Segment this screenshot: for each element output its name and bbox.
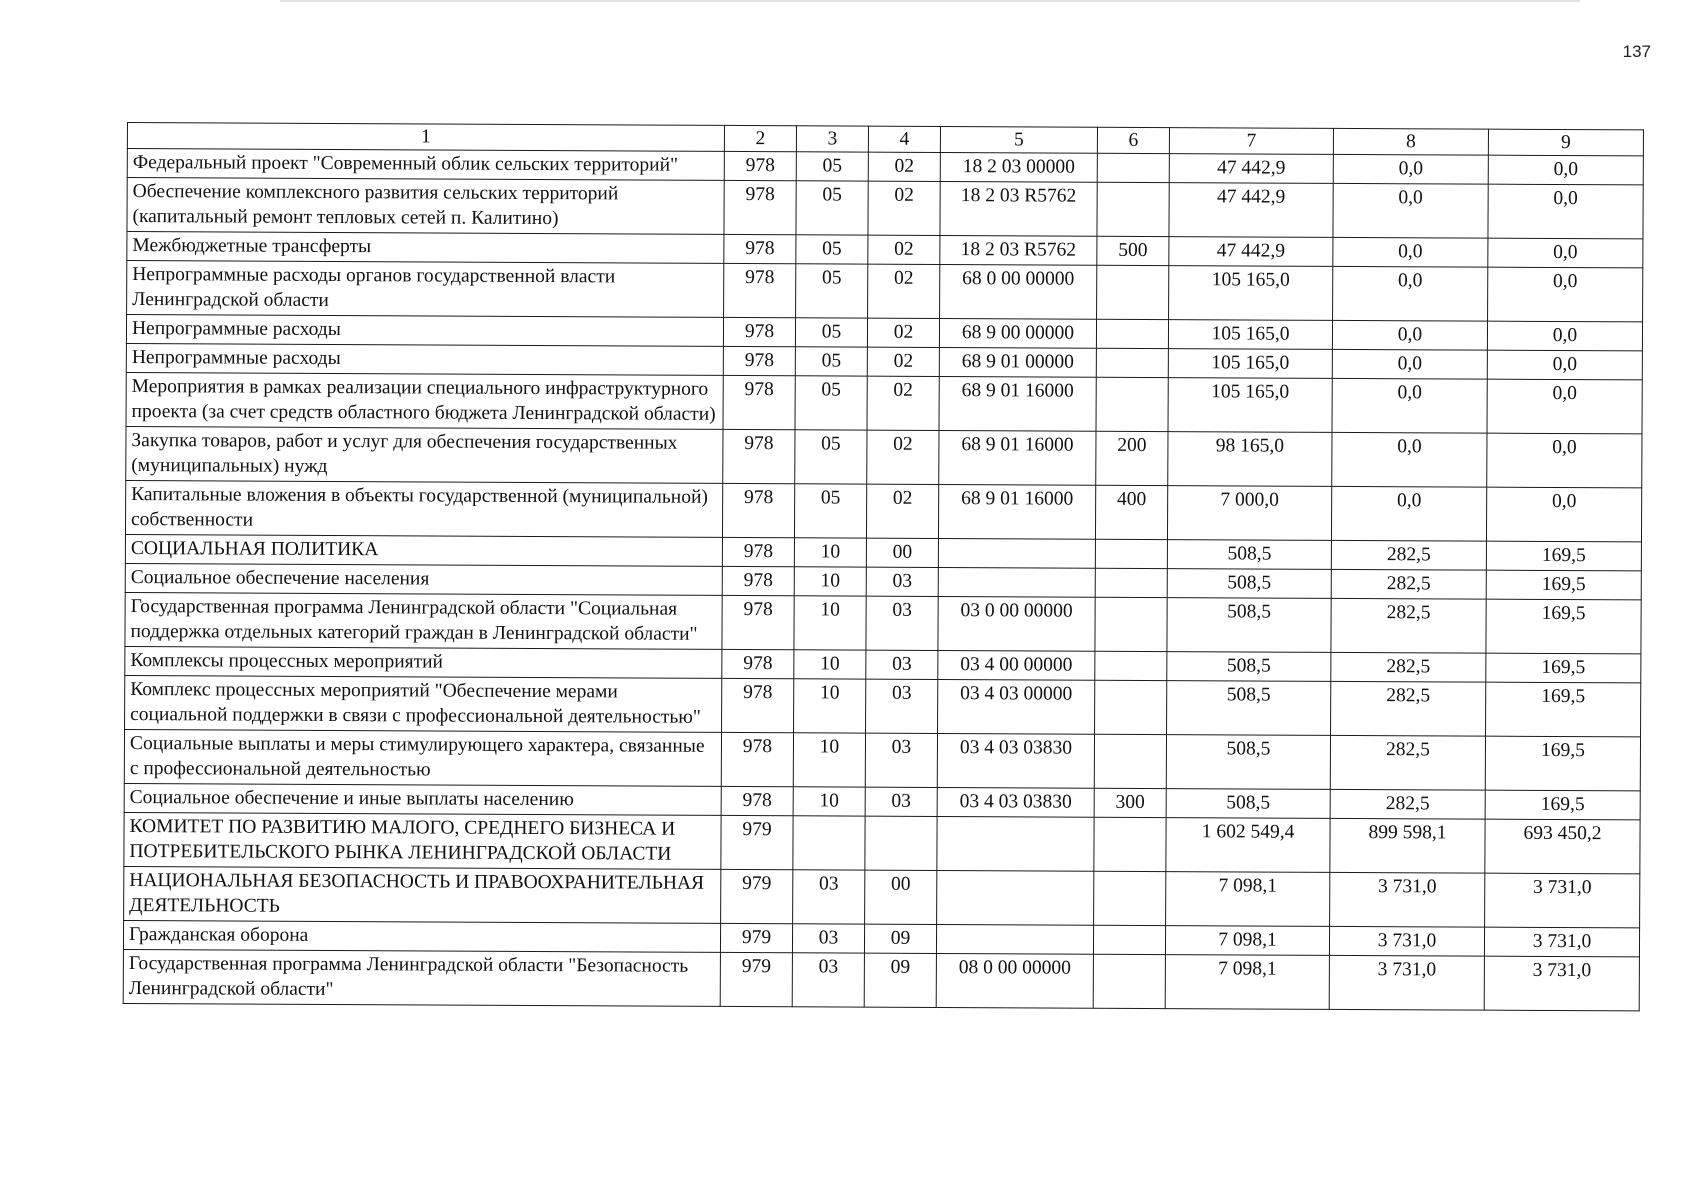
- row-subsection-code: 03: [866, 596, 938, 650]
- header-col-7: 7: [1169, 128, 1333, 155]
- row-amount-col8: 3 731,0: [1330, 872, 1485, 927]
- row-name: Социальное обеспечение и иные выплаты населению: [124, 783, 721, 815]
- row-amount-col8: 0,0: [1332, 320, 1487, 350]
- row-subsection-code: 03: [866, 679, 938, 733]
- row-name: Комплекс процессных мероприятий "Обеспечение мерами социальной поддержки в связи с профессиональной деятельностью": [125, 675, 722, 732]
- row-expense-type: [1096, 377, 1168, 431]
- row-amount-col8: 0,0: [1333, 237, 1488, 267]
- row-target-article: 68 9 00 00000: [939, 318, 1096, 348]
- row-target-article: 68 9 01 00000: [939, 347, 1096, 377]
- row-ministry-code: 978: [723, 346, 795, 375]
- table-row: [127, 261, 1643, 322]
- row-amount-col7: 105 165,0: [1168, 320, 1332, 350]
- row-name: Комплексы процессных мероприятий: [125, 646, 722, 678]
- row-expense-type: [1095, 539, 1167, 568]
- row-amount-col7: 105 165,0: [1169, 266, 1333, 321]
- page-number: 137: [1622, 42, 1651, 61]
- row-amount-col8: 0,0: [1333, 183, 1488, 238]
- row-amount-col8: 282,5: [1330, 735, 1485, 790]
- row-section-code: 05: [794, 484, 866, 538]
- row-name: НАЦИОНАЛЬНАЯ БЕЗОПАСНОСТЬ И ПРАВООХРАНИТЕЛЬНАЯ ДЕЯТЕЛЬНОСТЬ: [124, 866, 721, 923]
- row-expense-type: [1093, 954, 1165, 1008]
- row-section-code: 10: [794, 567, 866, 596]
- row-ministry-code: 978: [721, 786, 793, 815]
- row-ministry-code: 978: [722, 566, 794, 595]
- row-section-code: 10: [794, 538, 866, 567]
- row-amount-col7: 7 098,1: [1166, 872, 1330, 927]
- row-section-code: 05: [796, 235, 868, 264]
- row-amount-col9: 169,5: [1486, 570, 1641, 600]
- row-target-article: 68 9 01 16000: [939, 430, 1096, 485]
- row-amount-col8: 0,0: [1333, 154, 1488, 184]
- row-target-article: 68 9 01 16000: [938, 484, 1095, 539]
- row-subsection-code: [865, 816, 937, 870]
- row-name: Капитальные вложения в объекты государственной (муниципальной) собственности: [125, 480, 722, 537]
- row-expense-type: [1094, 734, 1166, 788]
- row-expense-type: [1097, 153, 1169, 182]
- row-subsection-code: 02: [868, 264, 940, 318]
- row-ministry-code: 978: [721, 732, 793, 786]
- row-name: КОМИТЕТ ПО РАЗВИТИЮ МАЛОГО, СРЕДНЕГО БИЗНЕСА И ПОТРЕБИТЕЛЬСКОГО РЫНКА ЛЕНИНГРАДСКОЙ ОБЛАСТИ: [124, 812, 721, 869]
- header-col-9: 9: [1488, 129, 1643, 156]
- row-amount-col9: 169,5: [1486, 682, 1641, 737]
- table-row: [125, 675, 1641, 736]
- row-subsection-code: 02: [867, 347, 939, 376]
- table-row: [123, 949, 1639, 1010]
- row-expense-type: [1095, 680, 1167, 734]
- row-target-article: 18 2 03 00000: [940, 152, 1097, 182]
- row-ministry-code: 978: [724, 151, 796, 180]
- row-amount-col7: 98 165,0: [1168, 432, 1332, 487]
- header-col-8: 8: [1333, 128, 1488, 155]
- row-target-article: 08 0 00 00000: [936, 953, 1093, 1008]
- row-ministry-code: 978: [723, 317, 795, 346]
- row-section-code: 05: [795, 347, 867, 376]
- row-amount-col7: 105 165,0: [1168, 378, 1332, 433]
- row-name: Межбюджетные трансферты: [127, 232, 724, 264]
- row-ministry-code: 979: [720, 952, 792, 1006]
- row-target-article: 18 2 03 R5762: [940, 181, 1097, 236]
- row-amount-col8: 282,5: [1331, 569, 1486, 599]
- row-section-code: 05: [796, 264, 868, 318]
- row-section-code: 10: [793, 787, 865, 816]
- row-amount-col7: 47 442,9: [1169, 154, 1333, 184]
- row-target-article: [937, 870, 1094, 925]
- row-amount-col7: 508,5: [1167, 598, 1331, 653]
- row-amount-col9: 3 731,0: [1484, 956, 1639, 1011]
- row-amount-col8: 282,5: [1331, 652, 1486, 682]
- row-amount-col8: 3 731,0: [1329, 926, 1484, 956]
- row-expense-type: [1097, 265, 1169, 319]
- table-row: [125, 480, 1641, 541]
- row-section-code: 03: [793, 870, 865, 924]
- row-amount-col8: 0,0: [1333, 266, 1488, 321]
- row-amount-col9: 0,0: [1488, 238, 1643, 268]
- row-ministry-code: 978: [722, 537, 794, 566]
- row-target-article: 18 2 03 R5762: [940, 235, 1097, 265]
- row-subsection-code: 09: [864, 953, 936, 1007]
- row-ministry-code: 979: [720, 923, 792, 952]
- row-ministry-code: 978: [724, 234, 796, 263]
- row-name: Государственная программа Ленинградской области "Безопасность Ленинградской области": [123, 949, 720, 1006]
- row-ministry-code: 978: [724, 180, 796, 234]
- row-subsection-code: 09: [864, 924, 936, 953]
- table-row: [126, 426, 1642, 487]
- row-target-article: 03 4 03 00000: [938, 679, 1095, 734]
- row-amount-col9: 169,5: [1486, 653, 1641, 683]
- row-subsection-code: 03: [866, 650, 938, 679]
- row-name: Непрограммные расходы: [126, 343, 723, 375]
- row-expense-type: 200: [1096, 431, 1168, 485]
- row-expense-type: [1095, 651, 1167, 680]
- row-subsection-code: 02: [867, 430, 939, 484]
- row-amount-col9: 0,0: [1487, 433, 1642, 488]
- row-section-code: 03: [792, 953, 864, 1007]
- row-amount-col8: 282,5: [1331, 681, 1486, 736]
- header-col-5: 5: [940, 126, 1097, 153]
- row-ministry-code: 978: [722, 649, 794, 678]
- row-expense-type: 500: [1097, 236, 1169, 265]
- row-amount-col9: 0,0: [1487, 350, 1642, 380]
- row-amount-col9: 169,5: [1486, 599, 1641, 654]
- table-row: [126, 372, 1642, 433]
- row-amount-col9: 693 450,2: [1485, 819, 1640, 874]
- row-amount-col7: 508,5: [1166, 789, 1330, 819]
- row-section-code: 05: [795, 376, 867, 430]
- table-row: [127, 178, 1643, 239]
- row-section-code: 10: [793, 733, 865, 787]
- row-amount-col7: 7 098,1: [1165, 926, 1329, 956]
- row-target-article: 68 9 01 16000: [939, 376, 1096, 431]
- row-expense-type: [1093, 925, 1165, 954]
- row-amount-col8: 0,0: [1331, 486, 1486, 541]
- row-amount-col8: 899 598,1: [1330, 818, 1485, 873]
- row-section-code: 10: [794, 650, 866, 679]
- row-section-code: 05: [796, 152, 868, 181]
- row-ministry-code: 978: [722, 483, 794, 537]
- row-target-article: [938, 567, 1095, 597]
- row-expense-type: 400: [1095, 485, 1167, 539]
- table-row: [124, 812, 1640, 873]
- row-name: Социальное обеспечение населения: [125, 563, 722, 595]
- row-target-article: 03 4 03 03830: [937, 733, 1094, 788]
- row-section-code: 10: [794, 679, 866, 733]
- row-amount-col9: 0,0: [1487, 379, 1642, 434]
- row-target-article: [937, 816, 1094, 871]
- row-amount-col8: 282,5: [1331, 540, 1486, 570]
- row-subsection-code: 02: [866, 484, 938, 538]
- row-target-article: 68 0 00 00000: [940, 264, 1097, 319]
- header-col-6: 6: [1097, 127, 1169, 153]
- row-amount-col9: 169,5: [1485, 736, 1640, 791]
- row-ministry-code: 979: [721, 869, 793, 923]
- row-ministry-code: 978: [724, 263, 796, 317]
- row-ministry-code: 979: [721, 815, 793, 869]
- row-subsection-code: 03: [865, 733, 937, 787]
- row-target-article: 03 4 03 03830: [937, 787, 1094, 817]
- row-section-code: 05: [796, 181, 868, 235]
- row-amount-col9: 0,0: [1488, 267, 1643, 322]
- row-section-code: 10: [794, 596, 866, 650]
- row-section-code: [793, 816, 865, 870]
- row-amount-col9: 169,5: [1485, 790, 1640, 820]
- row-amount-col9: 0,0: [1488, 155, 1643, 185]
- row-amount-col9: 3 731,0: [1485, 873, 1640, 928]
- row-expense-type: [1094, 871, 1166, 925]
- row-amount-col8: 0,0: [1332, 378, 1487, 433]
- header-col-2: 2: [724, 125, 796, 151]
- row-name: Федеральный проект "Современный облик сельских территорий": [127, 149, 724, 181]
- row-name: Непрограммные расходы: [126, 315, 723, 347]
- row-amount-col9: 169,5: [1486, 541, 1641, 571]
- row-subsection-code: 02: [867, 318, 939, 347]
- row-name: Обеспечение комплексного развития сельских территорий (капитальный ремонт тепловых сетей п. Калитино): [127, 178, 724, 235]
- row-amount-col7: 105 165,0: [1168, 349, 1332, 379]
- row-name: Мероприятия в рамках реализации специального инфраструктурного проекта (за счет средств областного бюджета Ленинградской области): [126, 372, 723, 429]
- header-col-3: 3: [796, 126, 868, 152]
- row-name: Гражданская оборона: [123, 920, 720, 952]
- row-subsection-code: 03: [865, 787, 937, 816]
- row-amount-col7: 47 442,9: [1169, 237, 1333, 267]
- row-expense-type: [1094, 817, 1166, 871]
- row-amount-col8: 282,5: [1330, 789, 1485, 819]
- header-col-1: 1: [127, 123, 724, 152]
- row-name: Государственная программа Ленинградской области "Социальная поддержка отдельных категорий граждан в Ленинградской области": [125, 592, 722, 649]
- row-target-article: 03 4 00 00000: [938, 650, 1095, 680]
- row-subsection-code: 03: [866, 567, 938, 596]
- row-name: Социальные выплаты и меры стимулирующего характера, связанные с профессиональной деятельностью: [124, 729, 721, 786]
- row-target-article: [936, 924, 1093, 954]
- row-amount-col9: 0,0: [1487, 321, 1642, 351]
- row-section-code: 03: [792, 924, 864, 953]
- scan-edge-line: [280, 0, 1580, 2]
- table-row: [124, 729, 1640, 790]
- row-amount-col7: 47 442,9: [1169, 183, 1333, 238]
- row-amount-col7: 508,5: [1167, 652, 1331, 682]
- row-amount-col7: 508,5: [1167, 540, 1331, 570]
- row-expense-type: 300: [1094, 788, 1166, 817]
- row-expense-type: [1095, 568, 1167, 597]
- row-amount-col8: 0,0: [1332, 349, 1487, 379]
- row-subsection-code: 00: [865, 870, 937, 924]
- row-amount-col7: 7 000,0: [1167, 486, 1331, 541]
- budget-table: [123, 122, 1644, 1011]
- row-expense-type: [1096, 319, 1168, 348]
- row-amount-col8: 0,0: [1332, 432, 1487, 487]
- table-row: [125, 592, 1641, 653]
- row-subsection-code: 02: [868, 181, 940, 235]
- row-amount-col9: 3 731,0: [1484, 927, 1639, 957]
- row-amount-col7: 1 602 549,4: [1166, 818, 1330, 873]
- row-target-article: 03 0 00 00000: [938, 596, 1095, 651]
- row-name: СОЦИАЛЬНАЯ ПОЛИТИКА: [125, 534, 722, 566]
- row-amount-col9: 0,0: [1488, 184, 1643, 239]
- table-body: [123, 149, 1643, 1011]
- row-expense-type: [1095, 597, 1167, 651]
- row-subsection-code: 00: [866, 538, 938, 567]
- row-amount-col7: 508,5: [1166, 735, 1330, 790]
- row-ministry-code: 978: [723, 429, 795, 483]
- row-expense-type: [1096, 348, 1168, 377]
- row-subsection-code: 02: [868, 235, 940, 264]
- row-name: Непрограммные расходы органов государственной власти Ленинградской области: [127, 261, 724, 318]
- row-name: Закупка товаров, работ и услуг для обеспечения государственных (муниципальных) нужд: [126, 426, 723, 483]
- row-ministry-code: 978: [722, 678, 794, 732]
- row-amount-col9: 0,0: [1486, 487, 1641, 542]
- row-expense-type: [1097, 182, 1169, 236]
- table-row: [124, 866, 1640, 927]
- row-subsection-code: 02: [867, 376, 939, 430]
- row-target-article: [938, 538, 1095, 568]
- header-col-4: 4: [868, 126, 940, 152]
- row-ministry-code: 978: [723, 375, 795, 429]
- row-section-code: 05: [795, 318, 867, 347]
- row-ministry-code: 978: [722, 595, 794, 649]
- row-amount-col8: 282,5: [1331, 598, 1486, 653]
- row-amount-col7: 7 098,1: [1165, 955, 1329, 1010]
- row-amount-col7: 508,5: [1167, 681, 1331, 736]
- row-amount-col8: 3 731,0: [1329, 955, 1484, 1010]
- row-amount-col7: 508,5: [1167, 569, 1331, 599]
- row-section-code: 05: [795, 430, 867, 484]
- row-subsection-code: 02: [868, 152, 940, 181]
